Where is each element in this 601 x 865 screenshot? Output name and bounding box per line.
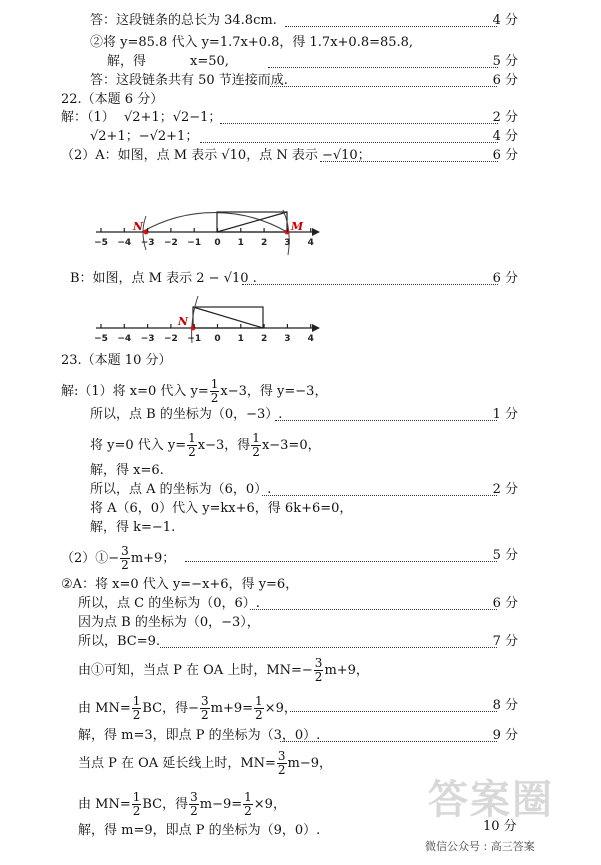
point-M-label: M <box>291 220 304 233</box>
q23-step2-mid: x−3，得 <box>197 438 251 453</box>
tick-label: 0 <box>214 334 221 344</box>
q23-eq-ext-a: 由 MN= <box>78 797 131 812</box>
question-23-heading: 23.（本题 10 分） <box>61 353 172 368</box>
tick-label: 2 <box>260 238 268 248</box>
q22-part1-answer1: √2+1；√2−1； <box>124 110 222 125</box>
point-N-label-b: N <box>178 315 189 328</box>
q23-step2-text: 将 y=0 代入 y= <box>90 438 187 453</box>
q22-part2-b: B：如图，点 M 表示 2 − √10 . <box>70 271 257 286</box>
number-line-figure-a <box>94 210 320 255</box>
score-2b: 2 分 <box>492 482 518 497</box>
tick-label: −1 <box>187 238 202 248</box>
tick-label: 2 <box>260 334 268 344</box>
dot-leader <box>275 420 497 421</box>
fraction-half: $\frac{1}{2}$ <box>132 790 141 818</box>
q23-case-OA-text: 由①可知，当点 P 在 OA 上时，MN=− <box>78 663 313 678</box>
fraction-half: $\frac{1}{2}$ <box>210 377 219 405</box>
q23-substitute-A: 将 A（6，0）代入 y=kx+6，得 6k+6=0， <box>90 501 353 516</box>
score-4b: 4 分 <box>492 129 518 144</box>
q23-case-ext-tail: m−9， <box>287 756 333 771</box>
q23-eq-OA-a: 由 MN= <box>78 701 131 716</box>
answer-line-total-length: 答：这段链条的总长为 34.8cm. <box>90 13 277 28</box>
tick-label: 0 <box>214 238 221 248</box>
dot-leader <box>160 647 497 648</box>
tick-label: −2 <box>163 334 178 344</box>
question-22-heading: 22.（本题 6 分） <box>61 92 164 107</box>
score-7: 7 分 <box>492 634 518 649</box>
q23-eq-OA <box>78 695 297 722</box>
tick-label: 3 <box>284 334 291 344</box>
tick-label: −4 <box>117 238 132 248</box>
dot-leader <box>185 561 497 562</box>
score-6c: 6 分 <box>492 271 518 286</box>
q23-step1-tail: x−3，得 y=−3， <box>220 384 328 399</box>
fraction-half: $\frac{1}{2}$ <box>255 694 263 722</box>
fraction-three-halves: $\frac{3}{2}$ <box>201 694 209 722</box>
score-8: 8 分 <box>492 698 518 713</box>
dot-leader <box>250 609 497 610</box>
q22-part2-a: （2）A：如图，点 M 表示 √10，点 N 表示 −√10； <box>61 148 371 163</box>
q23-point-C: 所以，点 C 的坐标为（0，6）. <box>78 596 260 611</box>
tick-label: −2 <box>163 238 178 248</box>
solve-result: x=50, <box>190 54 229 69</box>
q23-case-OA-tail: m+9， <box>324 663 369 678</box>
q22-part1-answer2: √2+1；−√2+1； <box>90 129 199 144</box>
q23-case-extension <box>78 750 332 777</box>
fraction-half: $\frac{1}{2}$ <box>132 694 141 722</box>
solve-label: 解，得 <box>107 54 147 69</box>
dot-leader <box>262 495 497 496</box>
fraction-three-halves: $\frac{3}{2}$ <box>314 656 323 684</box>
score-6: 6 分 <box>492 73 518 88</box>
fraction-half: $\frac{1}{2}$ <box>188 431 196 459</box>
tick-label: 1 <box>237 334 244 344</box>
watermark-logo: 答案圈 <box>428 777 554 823</box>
q23-solve-m3: 解，得 m=3，即点 P 的坐标为（3，0）. <box>78 728 321 743</box>
q23-step2-tail: x−3=0， <box>261 438 321 453</box>
q23-case-OA <box>78 657 369 684</box>
score-1: 1 分 <box>492 407 518 422</box>
tick-label: 1 <box>237 238 244 248</box>
point-N-label: N <box>133 220 144 233</box>
q23-solve-x: 解，得 x=6. <box>90 463 164 478</box>
q23-eq-ext-c: m−9= <box>199 797 243 812</box>
number-line-figure-b <box>94 296 320 344</box>
score-6d: 6 分 <box>492 596 518 611</box>
fraction-three-halves: $\frac{3}{2}$ <box>121 544 129 572</box>
tick-label: −5 <box>94 334 108 344</box>
q23-solve-k: 解，得 k=−1. <box>90 520 176 535</box>
fraction-three-halves: $\frac{3}{2}$ <box>190 790 198 818</box>
q23-BC: 所以，BC=9. <box>78 634 161 649</box>
step-substitute: ②将 y=85.8 代入 y=1.7x+0.8，得 1.7x+0.8=85.8, <box>90 35 414 50</box>
tick-label: −1 <box>187 334 202 344</box>
q23-part2-1 <box>61 545 175 572</box>
q23-part2-1-label: （2）①− <box>61 551 120 566</box>
fraction-half: $\frac{1}{2}$ <box>252 431 260 459</box>
score-5: 5 分 <box>492 54 518 69</box>
tick-label: 4 <box>307 238 314 248</box>
q23-eq-OA-d: ×9， <box>264 701 297 716</box>
page-footer: 10 分 <box>483 819 517 834</box>
q23-eq-ext <box>78 791 286 818</box>
answer-line-link-count: 答：这段链条共有 50 节连接而成. <box>90 73 288 88</box>
q23-step1-text: 解:（1）将 x=0 代入 y= <box>61 384 209 399</box>
q23-eq-ext-d: ×9， <box>253 797 286 812</box>
fraction-three-halves: $\frac{3}{2}$ <box>277 749 286 777</box>
q23-step1 <box>61 378 327 405</box>
tick-label: 3 <box>284 238 291 248</box>
dot-leader <box>280 741 497 742</box>
tick-label: −3 <box>140 334 155 344</box>
q23-eq-ext-b: BC，得 <box>142 797 189 812</box>
score-2: 2 分 <box>492 110 518 125</box>
tick-label: −3 <box>140 238 155 248</box>
dot-leader <box>290 711 497 712</box>
q23-point-B-recall: 因为点 B 的坐标为（0，−3）， <box>78 615 260 630</box>
score-9: 9 分 <box>492 728 518 743</box>
q23-step2 <box>90 432 321 459</box>
fraction-half: $\frac{1}{2}$ <box>244 790 252 818</box>
q23-case-ext-text: 当点 P 在 OA 延长线上时，MN= <box>78 756 276 771</box>
tick-label: 4 <box>307 334 314 344</box>
q23-solve-m9: 解，得 m=9，即点 P 的坐标为（9，0）. <box>78 823 321 838</box>
q23-point-A: 所以，点 A 的坐标为（6，0）. <box>90 482 272 497</box>
score-4: 4 分 <box>492 13 518 28</box>
dot-leader <box>242 284 498 285</box>
tick-label: −4 <box>117 334 132 344</box>
q23-eq-OA-c: m+9= <box>210 701 254 716</box>
q23-part2-1-tail: m+9； <box>130 551 176 566</box>
tick-label: −5 <box>94 238 108 248</box>
q23-part2-2-a: ②A：将 x=0 代入 y=−x+6，得 y=6， <box>61 577 299 592</box>
wechat-credit: 微信公众号 : 高三答案 <box>425 840 535 853</box>
q23-point-B: 所以，点 B 的坐标为（0，−3）. <box>90 407 283 422</box>
score-5b: 5 分 <box>492 548 518 563</box>
q22-part1-label: 解：（1） <box>61 110 115 125</box>
score-6b: 6 分 <box>492 148 518 163</box>
q23-eq-OA-b: BC，得− <box>142 701 199 716</box>
